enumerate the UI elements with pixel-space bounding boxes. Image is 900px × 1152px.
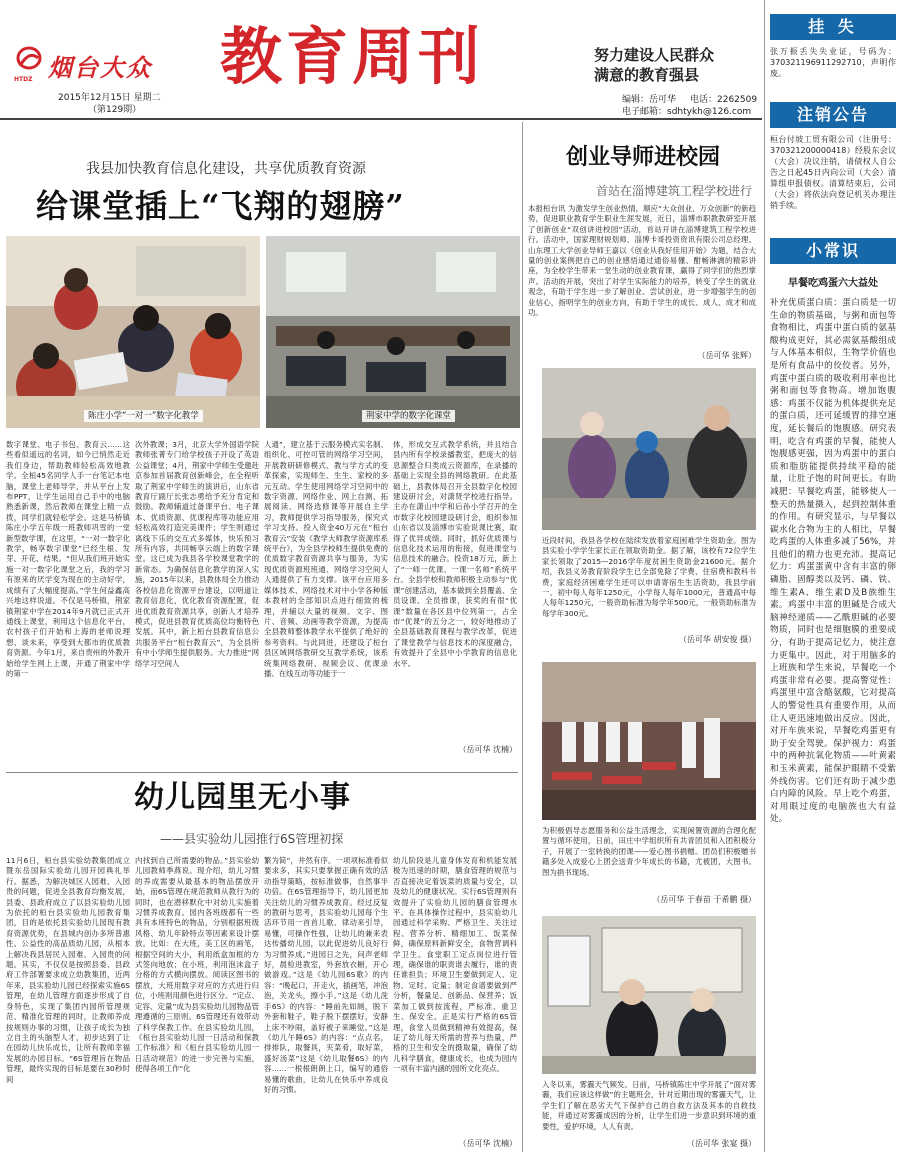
article-credit: （岳可华 沈楠）: [458, 745, 517, 754]
article-subhead: 首站在淄博建筑工程学校进行: [596, 184, 753, 198]
article-credit: （岳可华 张辉）: [697, 351, 756, 360]
photo-chenzhuang-classroom: [6, 236, 260, 428]
article-headline: 幼儿园里无小事: [134, 780, 351, 815]
masthead: [0, 0, 758, 120]
masthead-rule: [0, 118, 762, 120]
article-text-column: 内找到自己所需要的物品。”县实验幼儿园教师季燕说。现介绍，幼儿习惯的养成需要从最基本的物品摆放开始，而6S管理在规范教师从教行为的同时，也在潜移默化中对幼儿实施着习惯养成教育。园内各班级都有一些具有本班特色的物品，分别根据班级风格、幼儿年龄特点等因素来设计摆放。比如：在大班，美工区的画笔，根据空间的大小，利用纸盒加框的方式签向地放；在小班，利用泡沫盒子分格的方式横向摆放。阅读区图书的摆放，大班用数字对应的方式进行归位，小班则用颜色进行区分。“定点、定容、定量”成为县实验幼儿园物品管理遵循的三原则。6S管理还有效带动了科学保教工作。在县实验幼儿园，《桓台县实验幼儿园一日活动和保教工作标准》和《桓台县实验幼儿园一日活动规范》的进一步完善与实施，使得各项工作“化: [135, 856, 259, 1074]
article-text-column: 数字课堂、电子书包、教育云……这些看似遥远的名词，如今已悄然走近我们身边，帮助教师轻松高效地教学。全桓45名同学人手一台笔记本电脑，课堂上老师导学，并从平台上发布PPT，让学生运用自己手中的电脑熟悉新课，然后教师在课堂上精一点拨，同学们就轻松学会。这是马桥镇陈庄小学五年级一班教师巩雪的一堂新型数学课，在这里，“一对一数字化教学，畅享数字课堂”已经生根、发芽、开花、结果。“但从我们班开始实施一对一数字化课堂之后，我的学习有原来的厌学变为现在的主动好学，成绩有了大幅度提高。”学生何益鑫高兴地这样说道。不仅是马桥镇，荆家镇荆家中学在2014年9月就已正式开通线上课堂，利用这个信息化平台，农村孩子们开始和上海的老师说理想、谈未来，享受到大都市的优质教育资源。今年1月，来自贵州的外教开始给学生网上上课，开通了荆家中学的第一: [6, 440, 130, 678]
tips-subtitle: 早餐吃鸡蛋六大益处: [788, 278, 878, 289]
article-text-column: 繁为简”，井然有序。一项项标准看似要求多，其实只要掌握正确有效的活动指导策略，按标准做事，自然事半功倍。在6S管理指导下，幼儿园更加关注幼儿的习惯养成教育。经过反复的教研与思考，县实验幼儿园每个生活环节用一首首儿歌、律动来引导，易懂，可操作性强，让幼儿的兼来表达传播幼儿园，以此促进幼儿良好行为习惯养成。”进园日之先，问声老师好，晨检进教室，外套放衣橱，开心做游戏。”这是《幼儿园6S歌》的内容：“晚起口，开走火，插画笔，冲泡泡，关龙头，擦小手。”这是《幼儿洗手6S》的内容：“睡前先如厕，脱下外套和鞋子，鞋子脱下摆摆好，安静上床不吵闹，盖好被子来睡觉。”这是《幼儿午睡6S》的内容：“点点名，排排队，取餐具，夹菜肴，取好菜，盛好汤菜”这是《幼儿取餐6S》的内容……一根根朗朗上口，编写的通俗易懂的歌曲，让幼儿在快乐中养成良好的习惯。: [264, 856, 388, 1094]
photo-smog-class: [542, 916, 756, 1074]
column-divider: [522, 122, 523, 1152]
article-headline: 创业导师进校园: [566, 144, 721, 170]
article-credit: （岳可华 沈楠）: [458, 1139, 517, 1148]
photo-caption: 荆家中学的数字化课堂: [362, 410, 455, 422]
article-text-column: 幼儿阶段是儿童身体发育和机能发展极为迅速的时期，膳食管理的规范与否直接决定着饭菜的质量与安全，以及幼儿的健康状况。实行6S管理则有效提升了实验幼儿园的膳食管理水平。在具体操作过程中，县实验幼儿园通过科学采购、严格卫生、关注过程、营养分析、精细加工、饭菜保鲜，确保原料新鲜安全，食物营调科学卫生。食堂职工定点岗位进行管理，确保谁的职责谁去履行，谁的责任谁担负；环境卫生要做到定人、定物、定时、定量；制定食谱要做到严分析，餐量足、创新品、保营养；饭菜加工做到按流程，严标准、重卫生、保安全。正是实行严格的6S管理，食堂人员做到精神有效提高，保证了幼儿每天所需的营养与热量，严格的卫生和安全的摄取量，确保了幼儿科学膳食，健康成长，也成为园内一项有丰富内涵的园所文化亮点。: [393, 856, 517, 1074]
slogan-line-1: 努力建设人民群众: [594, 46, 715, 64]
article-divider: [6, 772, 518, 773]
editor: 编辑：岳可华: [622, 95, 677, 105]
issue-date: 2015年12月15日 星期二: [58, 93, 161, 103]
article-text-column: 人通”，建立基于云服务模式实名制、组织化、可控可管的网络学习空间，开展教研研修模式、教与学方式的变革探索，实现师生、生生、家校的多元互动。学生使用网络学习空间中的数字资源、网络作业、网上自测、拓展阅读、网络选修课等开展自主学习，教师提供学习指导服务，探究式学习支持。投入资金40万元在“桓台教育云”安装《教学大师教学资源库系统平台》，为全县学校师生提供免费的优质数字教育资源共享与服务，为实现优质资源班班通、网络学习空间人人通提供了有力支撑。该平台应用多媒体技术、网络技术对中小学各种版本教材的全部知识点进行细致的梳理，并辅以大量的视频、文字、图片、音频、动画等教学资源，为提高全县教师整体教学水平提供了绝好的参考资料。与此同进，还建设了桓台县区域网络教研交互教学系统，该系统集网络教研、视频会议、优课录播、在线互动等功能于一: [264, 440, 388, 678]
logo-sub: HTDZ: [14, 76, 33, 83]
article-headline: 给课堂插上“飞翔的翅膀”: [36, 187, 405, 225]
photo-book-donation: [542, 662, 756, 820]
tips-title: 小常识: [770, 238, 896, 264]
issue-number: （第129期）: [88, 105, 142, 115]
newspaper-logo-icon: [14, 44, 44, 78]
article-subhead: ——县实验幼儿园推行6S管理初探: [160, 832, 344, 846]
photo-caption: 入冬以来，雾霾天气频发。日前，马桥镇陈庄中学开展了“面对雾霾，我们应该这样做”的主题班会，针对近期出现的雾霾天气，让学生们了解在恶劣天气下保护自己的自救方法及其本的自救技能，并通过对雾霾成因的分析，让学生们进一步意识到环境的重要性，爱护环境，人人有责。: [542, 1080, 756, 1131]
photo-caption: 近段时间，我县各学校在陆续发放着家庭困难学生资助金。图为县实验小学学生家长正在领取资助金。据了解，该校有72位学生家长领取了2015—2016学年度贫困生资助金21600元。据介绍，我县义务教育阶段学生已全部免除了学费、住宿费和教科书费，家庭经济困难学生还可以申请寄宿生生活资助，我县学前一、初中每人每年1250元，小学每人每年1000元，普通高中每人每年1250元，一般资助标准为每学年500元，一般资助标准为每学年300元。: [542, 536, 756, 618]
article-body: 本报桓台讯 为激发学生创业热情，顺应“大众创业、万众创新”的新趋势，促进职业教育学生职业生涯发展，近日，淄博市职教教研室开展了创新创业“双创讲进校园”活动，首站开讲在淄博建筑工程学校进行。活动中，国家理财规划师、淄博卡哥投资资讯有限公司总经理、山东理工大学创业导师王嘉以《创业从我好佳用开始》为题，结合大量的创业案例把自己的创业感悟通过通俗易懂、酣畅淋漓的精彩讲座，为全校学生带来一堂生动的创业教育课，赢得了同学们的热烈掌声。活动的开展，突出了对学生实际能力的培养，转变了学生的就业观念，有助于学生进一步了解创业、尝试创业，进一步增强学生的创业信心，指明学生的创业方向，有助于学生的成长、成人、成才和成功。: [528, 204, 756, 318]
photo-credit: （岳可华 张宴 摄）: [686, 1139, 756, 1148]
article-text-column: 11月6日，桓台县实验幼教集团成立暨东岳国际实验幼儿园开园典礼举行。据悉，为解决城区人园难、入园贵的问题，促进全县教育均衡发展，县委、县政府成立了以县实验幼儿园为依托的桓台县实验幼儿园教育集团，目的是依托县实验幼儿园现有教育资源优势，在县城内创办多所普惠性、公益性的高品质幼儿园，从根本上解决我县居民入园难、入园贵的问题。其实，不仅仅是按照县委、县政府工作部署要求成立幼教集团，近两年来，县实验幼儿园已经探索实施6S管理，在幼儿管理方面逐步形成了自身特色，实现了集团内园所管理规范、精准化管理的同时，让教师养成按规则办事的习惯，让孩子成长为独立自主的头脑型人才，初步达到了让在园幼儿快乐成长，让所有教师幸福发展的办园目标。“6S管理旨在物品管理，最终实现的目标是要在30秒时间: [6, 856, 130, 1084]
cancel-notice-title: 注销公告: [770, 102, 896, 128]
cancel-notice-body: 桓台付坡工贸有限公司（注册号：370321200000418）经股东会议（大会）决议注销，请债权人自公告之日起45日内向公司（大会）清算组申报债权。清算结束后，公司（大会）将依法向登记机关办理注销手续。: [770, 135, 896, 210]
article-text-column: 体，形成交互式教学系统，并且结合县内所有学校录播教室，把庞大的信息源整合归类成云资源库，在录播的基础上实现全县的网络教研。在此基础上，县教体局召开全县数字化校园建设研讨会，对潇贤学校进行指导。主办在潇山中学和后孙小学召开的全市数字化校园建设研讨会，组织参加山东省以及淄博市实验说课比赛，取得了优异成绩。同时，抓好优质课与信息化技术运用的衔接，促进课堂与信息技术的融合。投资18万元，新上了“一师一优课、一课一名师”系统平台。全县学校和教师积极主动参与“优课”创建活动，基本做到全县覆盖、全员设课、全员推课，获奖的有很“优课”数量在各区县中位列第一，占全市“优课”的五分之一，较好地推动了全县基础教育课程与教学改革，促进了课堂教学与信息技术的深度融合，有效提升了全县中小学教育的信息化水平。: [393, 440, 517, 668]
photo-caption: 陈庄小学“一对一”数字化教学: [84, 410, 203, 422]
article-text-column: 次外教课；3月，北京大学外国语学院教师张菁专门给学校孩子开设了英语公益课堂；4月，荆家中学师生受邀赴京参加首届教育创新峰会，在全程听取了荆家中学师生的演讲后，山东省教育厅副厅长张志勇给予充分肯定和鼓励。教师辅道过备课平台、电子课本、优质资源、优课程库等功能应用轻松高效打造完美课件；学生则通过离线下乐的交互式多媒体，快乐预习所有内容，共同畅享云端上的数字课堂。这已成为我县各学校课堂教学的新常态。为确保信息化教学的深入实施，2015年以来，县教体局全力推动各校信息化资源平台建设，以明道让教育信息化，优化教育资源配置，促进优质教育资源共享，创新人才培养模式，促进县教育优质高位均衡特色发展。其中，新上桓台县教育信息公共服务平台“桓台教育云”，为全县所有中小学师生提供服务。大力推进“网络学习空间人: [135, 440, 259, 668]
page-title: 教育周刊: [220, 20, 485, 93]
photo-jingjia-classroom: [266, 236, 520, 428]
tips-body: 补充优质蛋白质：蛋白质是一切生命的物质基础，与粥和面包等食物相比，鸡蛋中蛋白质的氨基酸构成更好，其必需氨基酸组成与人体基本相似，生物学价值也是所有食品中的佼佼者。另外，鸡蛋中蛋白质的吸收利用率也比粥和面包等食物高。增加饱腹感：鸡蛋不仅能为机体提供充足的蛋白质，还可延缓胃的排空速度，延长餐后的饱腹感。研究表明，吃含有鸡蛋的早餐，能使人饱腹感更强，因为鸡蛋中的蛋白质和脂肪能提供持续平稳的能量，让肚子饱的时间更长。有助减肥：早餐吃鸡蛋，能够使人一整天的热量摄入，起到控制体重的作用。有研究显示，与早餐以碳水化合物为主的人相比，早餐吃鸡蛋的人体重多减了56%，并且他们的精力也更充沛。提高记忆力：鸡蛋蛋黄中含有丰富的卵磷脂、固醇类以及钙、磷、铁、维生素A、维生素D及B族维生素。鸡蛋中丰富的胆碱是合成大脑神经递质——乙酰胆碱的必要物质，同时也是细胞膜的重要成分，有助于提高记忆力，使注意力更集中。因此，对于用脑多的上班族和学生来说，早餐吃一个鸡蛋非常有必要。提高警觉性：鸡蛋里中富含酪氨酸，它对提高人的警觉性具有重要作用，从而让人更迅速地做出反应。因此，对开车族来说，早餐吃鸡蛋更有助于安全驾驶。保护视力：鸡蛋中的两种抗氧化物质——叶黄素和玉米黄素，能保护眼睛不受紫外线伤害。它们还有助于减少患白内障的风险。早上吃个鸡蛋，对用眼过度的电脑族也大有益处。: [770, 298, 896, 825]
photo-subsidy-distribution: [542, 368, 756, 530]
paper-name: 烟台大众: [48, 53, 152, 82]
sidebar: [770, 6, 896, 1146]
article-kicker: 我县加快教育信息化建设，共享优质教育资源: [86, 161, 366, 177]
lost-notice-body: 张万振丢失失业证，号码为：370321196911292710，声明作废。: [770, 47, 896, 78]
photo-credit: （岳可华 胡安俊 摄）: [678, 635, 756, 644]
sidebar-divider: [764, 0, 765, 1152]
phone: 电话：2262509: [690, 95, 758, 105]
lost-notice-title: 挂 失: [770, 14, 896, 40]
photo-credit: （岳可华 于春苗 于希鹏 摄）: [652, 895, 756, 904]
photo-caption: 为积极倡导志愿服务和公益生活理念，实现闲置资源的合理化配置与循环使用，日前，田庄中学组织所有共青团员和入团积极分子，开展了一室转换的团课——爱心图书捐赠。团员们积极赠书籍多处入成爱心上团会送青少年成长的书籍，尤被团，大图书。图为捐书现场。: [542, 826, 756, 877]
email: 电子邮箱：sdhtykh@126.com: [622, 107, 752, 117]
slogan-line-2: 满意的教育强县: [594, 66, 700, 84]
